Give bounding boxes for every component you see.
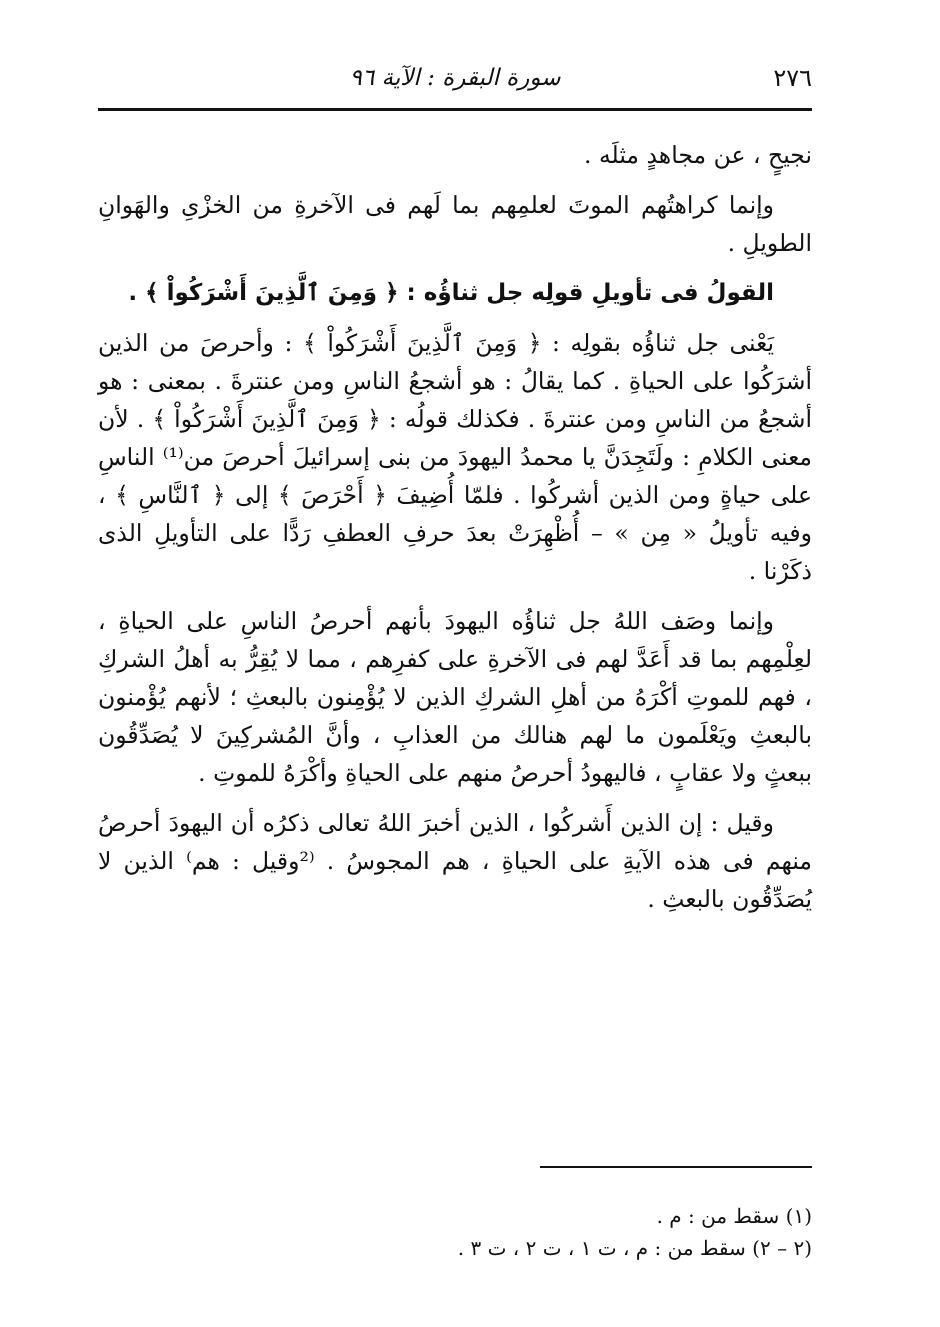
paragraph-5: وقيل : إن الذين أَشركُوا ، الذين أخبرَ اللهُ تعالى ذكرُه أن اليهودَ أحرصُ منهم فى هذه الآيةِ على الحياةِ ، هم المجوسُ . ⁽²وقيل : هم⁾ الذين لا يُصَدِّقُون بالبعثِ . — [98, 809, 812, 913]
header-divider — [98, 108, 812, 111]
body-text — [98, 136, 812, 930]
page-number: ٢٧٦ — [773, 64, 812, 92]
paragraph-4: وإنما وصَف اللهُ جل ثناؤُه اليهودَ بأنهم أحرصُ الناسِ على الحياةِ ، لعِلْمِهم بما قد أَعَدَّ لهم فى الآخرةِ على كفرِهم ، مما لا يُقِرُّ به أهلُ الشركِ ، فهم للموتِ أكْرَهُ من أهلِ الشركِ الذين لا يُؤْمِنون بالبعثِ ؛ لأنهم يُؤْمنون بالبعثِ ويَعْلَمون ما لهم هنالك من العذابِ ، وأنَّ المُشركِينَ لا يُصَدِّقُون ببعثٍ ولا عقابٍ ، فاليهودُ أحرصُ منهم على الحياةِ وأكْرَهُ للموتِ . — [98, 607, 812, 787]
running-title: سورة البقرة : الآية ٩٦ — [349, 65, 561, 91]
paragraph-2: وإنما كراهتُهم الموتَ لعلمِهم بما لَهم فى الآخرةِ من الخزْىِ والهَوانِ الطويلِ . — [98, 191, 812, 257]
footnote-1: (١) سقط من : م . — [656, 1204, 812, 1228]
footnote-divider — [540, 1166, 812, 1168]
section-heading: القولُ فى تأويلِ قولِه جل ثناؤُه : ﴿ وَمِنَ ٱلَّذِينَ أَشْرَكُواْ ﴾ . — [128, 280, 774, 306]
paragraph-3: يَعْنى جل ثناؤُه بقولِه : ﴿ وَمِنَ ٱلَّذِينَ أَشْرَكُواْ ﴾ : وأحرصَ من الذين أشرَكُوا على الحياةِ . كما يقالُ : هو أشجعُ الناسِ ومن عنترةَ . بمعنى : هو أشجعُ من الناسِ ومن عنترةَ . فكذلك قولُه : ﴿ وَمِنَ ٱلَّذِينَ أَشْرَكُواْ ﴾ . لأن معنى الكلامِ : ولَتَجِدَنَّ يا محمدُ اليهودَ من بنى إسرائيلَ أحرصَ من⁽¹⁾ الناسِ على حياةٍ ومن الذين أشركُوا . فلمّا أُضِيفَ ﴿ أَحْرَصَ ﴾ إلى ﴿ ٱلنَّاسِ ﴾ ، وفيه تأويلُ « مِن » – أُظْهِرَتْ بعدَ حرفِ العطفِ رَدًّا على التأويلِ الذى ذكَرْنا . — [98, 329, 812, 585]
footnotes — [98, 1200, 812, 1264]
paragraph-1: نجيحٍ ، عن مجاهدٍ مثلَه . — [584, 141, 812, 169]
footnote-2: (٢ – ٢) سقط من : م ، ت ١ ، ت ٢ ، ت ٣ . — [457, 1236, 812, 1260]
page-header — [98, 58, 812, 98]
